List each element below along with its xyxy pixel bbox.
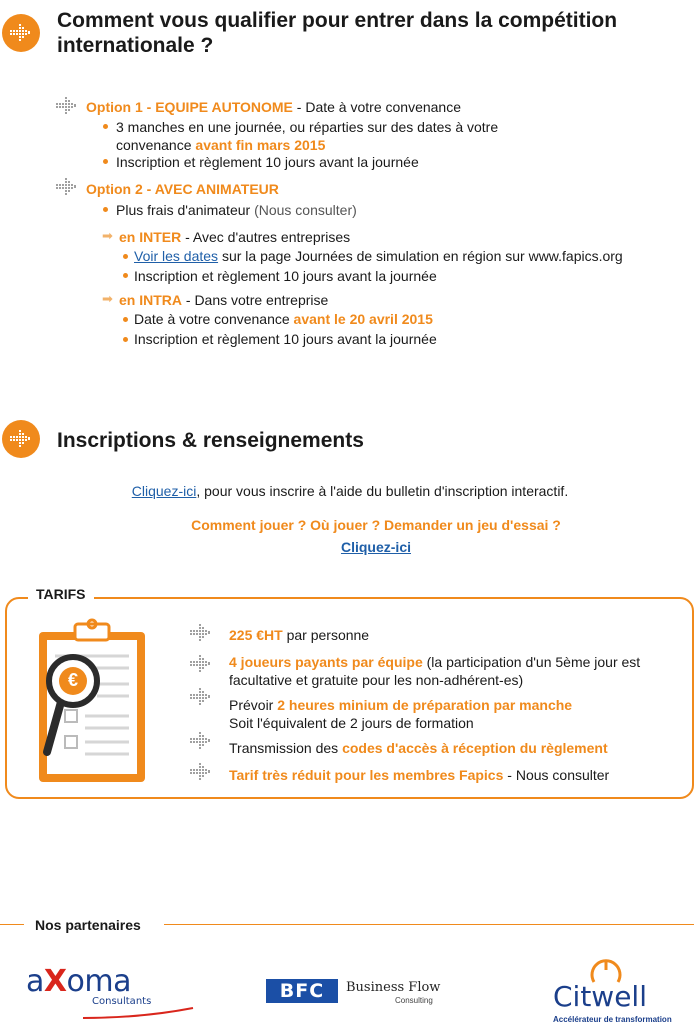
section-arrow-icon [2, 14, 40, 52]
intra-heading: en INTRA - Dans votre entreprise [119, 292, 329, 308]
euro-symbol: € [67, 670, 78, 690]
option1-bullet2: Inscription et règlement 10 jours avant la journée [116, 154, 419, 170]
register-line: Cliquez-ici, pour vous inscrire à l'aide du bulletin d'inscription interactif. [131, 483, 569, 499]
option1-heading: Option 1 - EQUIPE AUTONOME - Date à votre convenance [86, 99, 462, 115]
bullet [123, 254, 128, 259]
voir-les-dates-link[interactable]: Voir les dates [134, 248, 219, 264]
section-arrow-icon [2, 420, 40, 458]
partners-divider [164, 924, 694, 925]
bullet [103, 207, 108, 212]
inter-bullet1: Voir les dates sur la page Journées de simulation en région sur www.fapics.org [134, 248, 623, 264]
axoma-logo: aXoma Consultants [26, 966, 131, 998]
bfc-name: Business Flow [346, 980, 441, 995]
arrow-right-icon: ➡ [102, 228, 113, 243]
tarifs-label: TARIFS [28, 586, 94, 602]
tarif-item-4: Transmission des codes d'accès à réception du règlement [229, 740, 608, 756]
tarif-arrow-icon [190, 763, 212, 781]
bullet [103, 124, 108, 129]
tarif-arrow-icon [190, 732, 212, 750]
partners-label: Nos partenaires [35, 917, 141, 933]
bullet [123, 337, 128, 342]
citwell-sub: Accélérateur de transformation [553, 1015, 672, 1024]
tarif-item-1: 225 €HT par personne [229, 627, 370, 643]
tarif-arrow-icon [190, 688, 212, 706]
option2-arrow-icon [56, 178, 78, 196]
inter-bullet2: Inscription et règlement 10 jours avant la journée [134, 268, 437, 284]
inter-heading: en INTER - Avec d'autres entreprises [119, 229, 351, 245]
tarif-item-5: Tarif très réduit pour les membres Fapics - Nous consulter [229, 767, 610, 783]
partners-divider [0, 924, 24, 925]
bfc-logo: BFC [266, 979, 338, 1003]
option1-bullet1: 3 manches en une journée, ou réparties sur des dates à votre convenance avant fin mars 2015 [116, 119, 499, 153]
info-question: Comment jouer ? Où jouer ? Demander un jeu d'essai ? [191, 517, 561, 533]
section2-title: Inscriptions & renseignements [57, 429, 364, 452]
clipboard-magnifier-icon [37, 618, 149, 784]
bullet [103, 159, 108, 164]
option1-arrow-icon [56, 97, 78, 115]
bullet [123, 273, 128, 278]
info-link[interactable]: Cliquez-ici [340, 539, 411, 555]
register-link[interactable]: Cliquez-ici [131, 483, 197, 499]
citwell-logo: Citwell [553, 980, 647, 1013]
info-link-line [0, 538, 700, 556]
tarif-arrow-icon [190, 624, 212, 642]
intra-bullet1: Date à votre convenance avant le 20 avril 2015 [134, 311, 433, 327]
arrow-right-icon: ➡ [102, 291, 113, 306]
tarif-item-2: 4 joueurs payants par équipe (la participation d'un 5ème jour est facultative et gratuite pour les non-adhérent-es) [229, 654, 641, 688]
bullet [123, 317, 128, 322]
option2-heading: Option 2 - AVEC ANIMATEUR [86, 181, 279, 197]
axoma-swoosh-icon [81, 1006, 196, 1020]
section1-title: Comment vous qualifier pour entrer dans la compétition internationale ? [57, 9, 618, 57]
tarif-item-3: Prévoir 2 heures minium de préparation par manche Soit l'équivalent de 2 jours de formation [229, 697, 573, 731]
tarif-arrow-icon [190, 655, 212, 673]
intra-bullet2: Inscription et règlement 10 jours avant la journée [134, 331, 437, 347]
bfc-sub: Consulting [395, 996, 433, 1005]
option2-bullet1: Plus frais d'animateur (Nous consulter) [116, 202, 357, 218]
